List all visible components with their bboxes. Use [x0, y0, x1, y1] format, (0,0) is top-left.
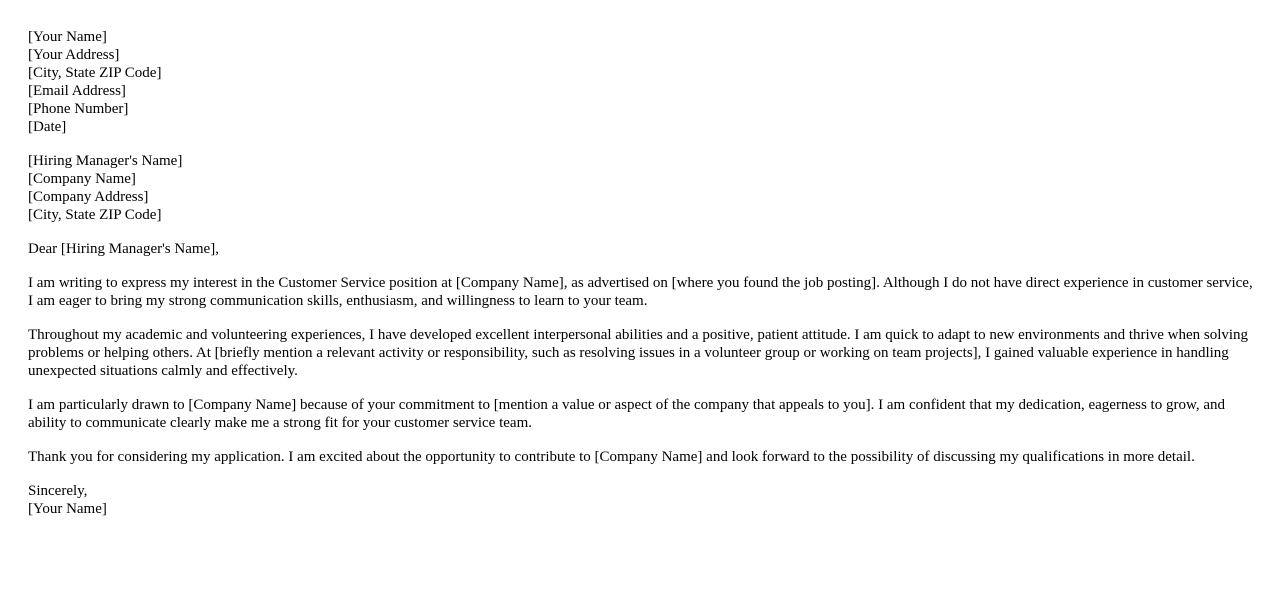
closing-block	[28, 482, 1254, 518]
recipient-city-state-zip: [City, State ZIP Code]	[28, 207, 162, 223]
body-paragraph-1: I am writing to express my interest in the Customer Service position at [Company Name], as advertised on [where you found the job posting]. Although I do not have direct experience in customer service, I am eager to bring my strong communication skills, enthusiasm, and willingness to learn to your team.	[28, 275, 1253, 309]
sender-phone: [Phone Number]	[28, 101, 129, 117]
cover-letter	[28, 28, 1254, 534]
body-paragraph-3: I am particularly drawn to [Company Name] because of your commitment to [mention a value or aspect of the company that appeals to you]. I am confident that my dedication, eagerness to grow, and ability to communicate clearly make me a strong fit for your customer service team.	[28, 397, 1225, 431]
closing-sign-off: Sincerely,	[28, 483, 88, 499]
body-paragraph-4: Thank you for considering my application. I am excited about the opportunity to contribute to [Company Name] and look forward to the possibility of discussing my qualifications in more detail.	[28, 449, 1195, 465]
sender-city-state-zip: [City, State ZIP Code]	[28, 65, 162, 81]
body-paragraph-2: Throughout my academic and volunteering experiences, I have developed excellent interpersonal abilities and a positive, patient attitude. I am quick to adapt to new environments and thrive when solving problems or helping others. At [briefly mention a relevant activity or responsibility, such as resolving issues in a volunteer group or working on team projects], I gained valuable experience in handling unexpected situations calmly and effectively.	[28, 327, 1249, 379]
letter-date: [Date]	[28, 119, 67, 135]
sender-block	[28, 28, 1254, 136]
signature-name: [Your Name]	[28, 501, 107, 517]
sender-address: [Your Address]	[28, 47, 120, 63]
sender-name: [Your Name]	[28, 29, 107, 45]
salutation: Dear [Hiring Manager's Name],	[28, 241, 219, 257]
recipient-company-name: [Company Name]	[28, 171, 136, 187]
recipient-block	[28, 152, 1254, 224]
recipient-company-address: [Company Address]	[28, 189, 149, 205]
recipient-manager-name: [Hiring Manager's Name]	[28, 153, 183, 169]
sender-email: [Email Address]	[28, 83, 126, 99]
